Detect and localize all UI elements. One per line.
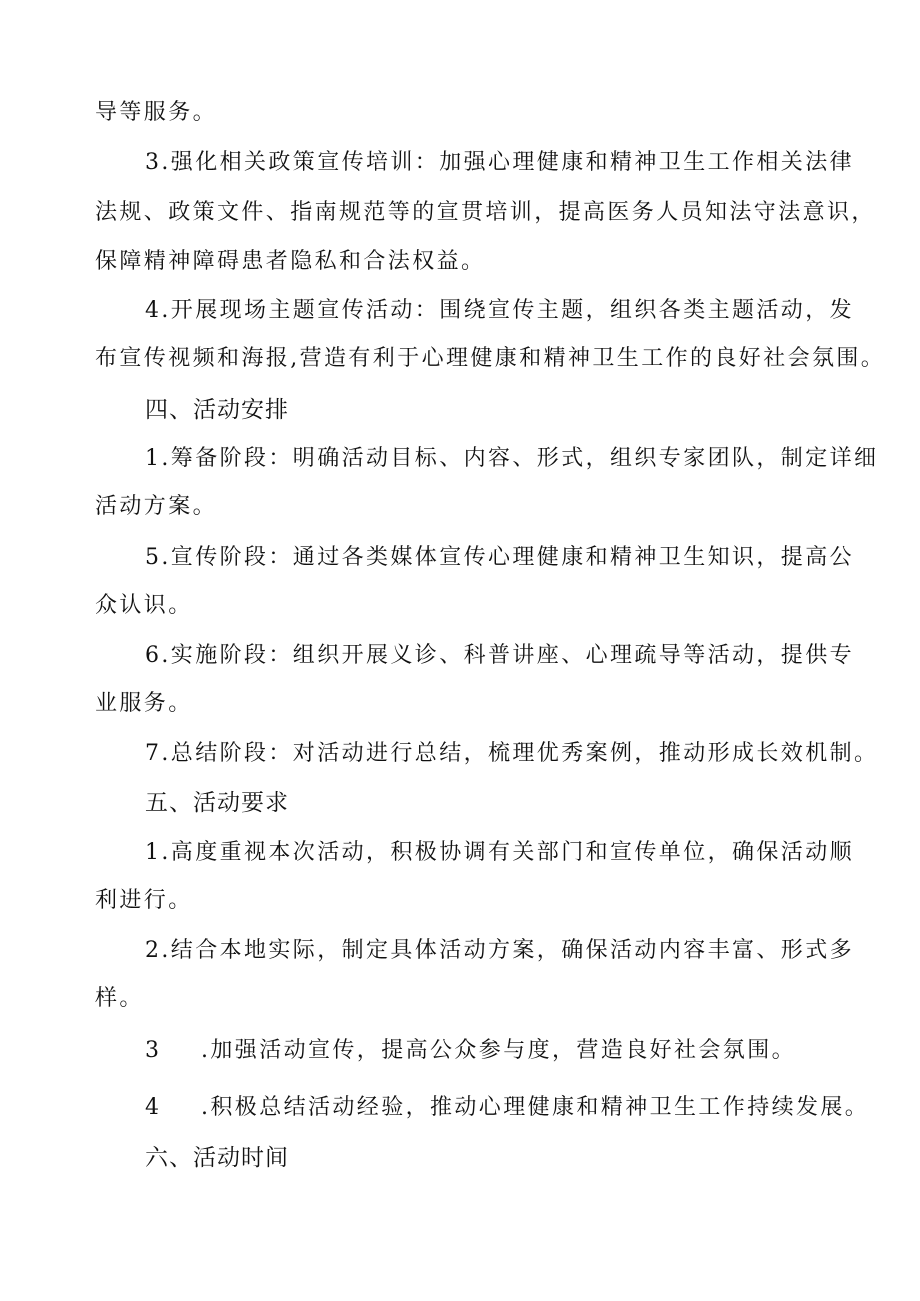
arrangement-item-1-line-2: 活动方案。	[95, 494, 218, 519]
requirement-item-3-line-1: 3 .加强活动宣传，提高公众参与度，营造良好社会氛围。	[145, 1038, 796, 1063]
paragraph-4-line-2: 布宣传视频和海报,营造有利于心理健康和精神卫生工作的良好社会氛围。	[95, 346, 886, 371]
requirement-item-1-line-2: 利进行。	[95, 888, 193, 913]
section-heading-arrangement: 四、活动安排	[145, 397, 289, 423]
requirement-item-2-line-2: 样。	[95, 986, 144, 1011]
section-heading-time: 六、活动时间	[145, 1145, 289, 1171]
arrangement-item-6-line-2: 业服务。	[95, 691, 193, 716]
paragraph-3-line-2: 法规、政策文件、指南规范等的宣贯培训，提高医务人员知法守法意识，	[95, 200, 876, 225]
paragraph-3-line-1: 3.强化相关政策宣传培训：加强心理健康和精神卫生工作相关法律	[145, 150, 855, 175]
paragraph-4-line-1: 4.开展现场主题宣传活动：围绕宣传主题，组织各类主题活动，发	[145, 298, 855, 323]
arrangement-item-5-line-1: 5.宣传阶段：通过各类媒体宣传心理健康和精神卫生知识，提高公	[145, 545, 855, 570]
requirement-item-2-line-1: 2.结合本地实际，制定具体活动方案，确保活动内容丰富、形式多	[145, 938, 855, 963]
requirement-item-4-line-1: 4 .积极总结活动经验，推动心理健康和精神卫生工作持续发展。	[145, 1095, 870, 1120]
arrangement-item-7-line-1: 7.总结阶段：对活动进行总结，梳理优秀案例，推动形成长效机制。	[145, 741, 879, 766]
continuation-text: 导等服务。	[95, 100, 218, 125]
requirement-item-1-line-1: 1.高度重视本次活动，积极协调有关部门和宣传单位，确保活动顺	[145, 840, 855, 865]
section-heading-requirements: 五、活动要求	[145, 790, 289, 816]
arrangement-item-1-line-1: 1.筹备阶段：明确活动目标、内容、形式，组织专家团队，制定详细	[145, 446, 879, 471]
paragraph-3-line-3: 保障精神障碍患者隐私和合法权益。	[95, 249, 486, 274]
arrangement-item-5-line-2: 众认识。	[95, 593, 193, 618]
arrangement-item-6-line-1: 6.实施阶段：组织开展义诊、科普讲座、心理疏导等活动，提供专	[145, 643, 855, 668]
